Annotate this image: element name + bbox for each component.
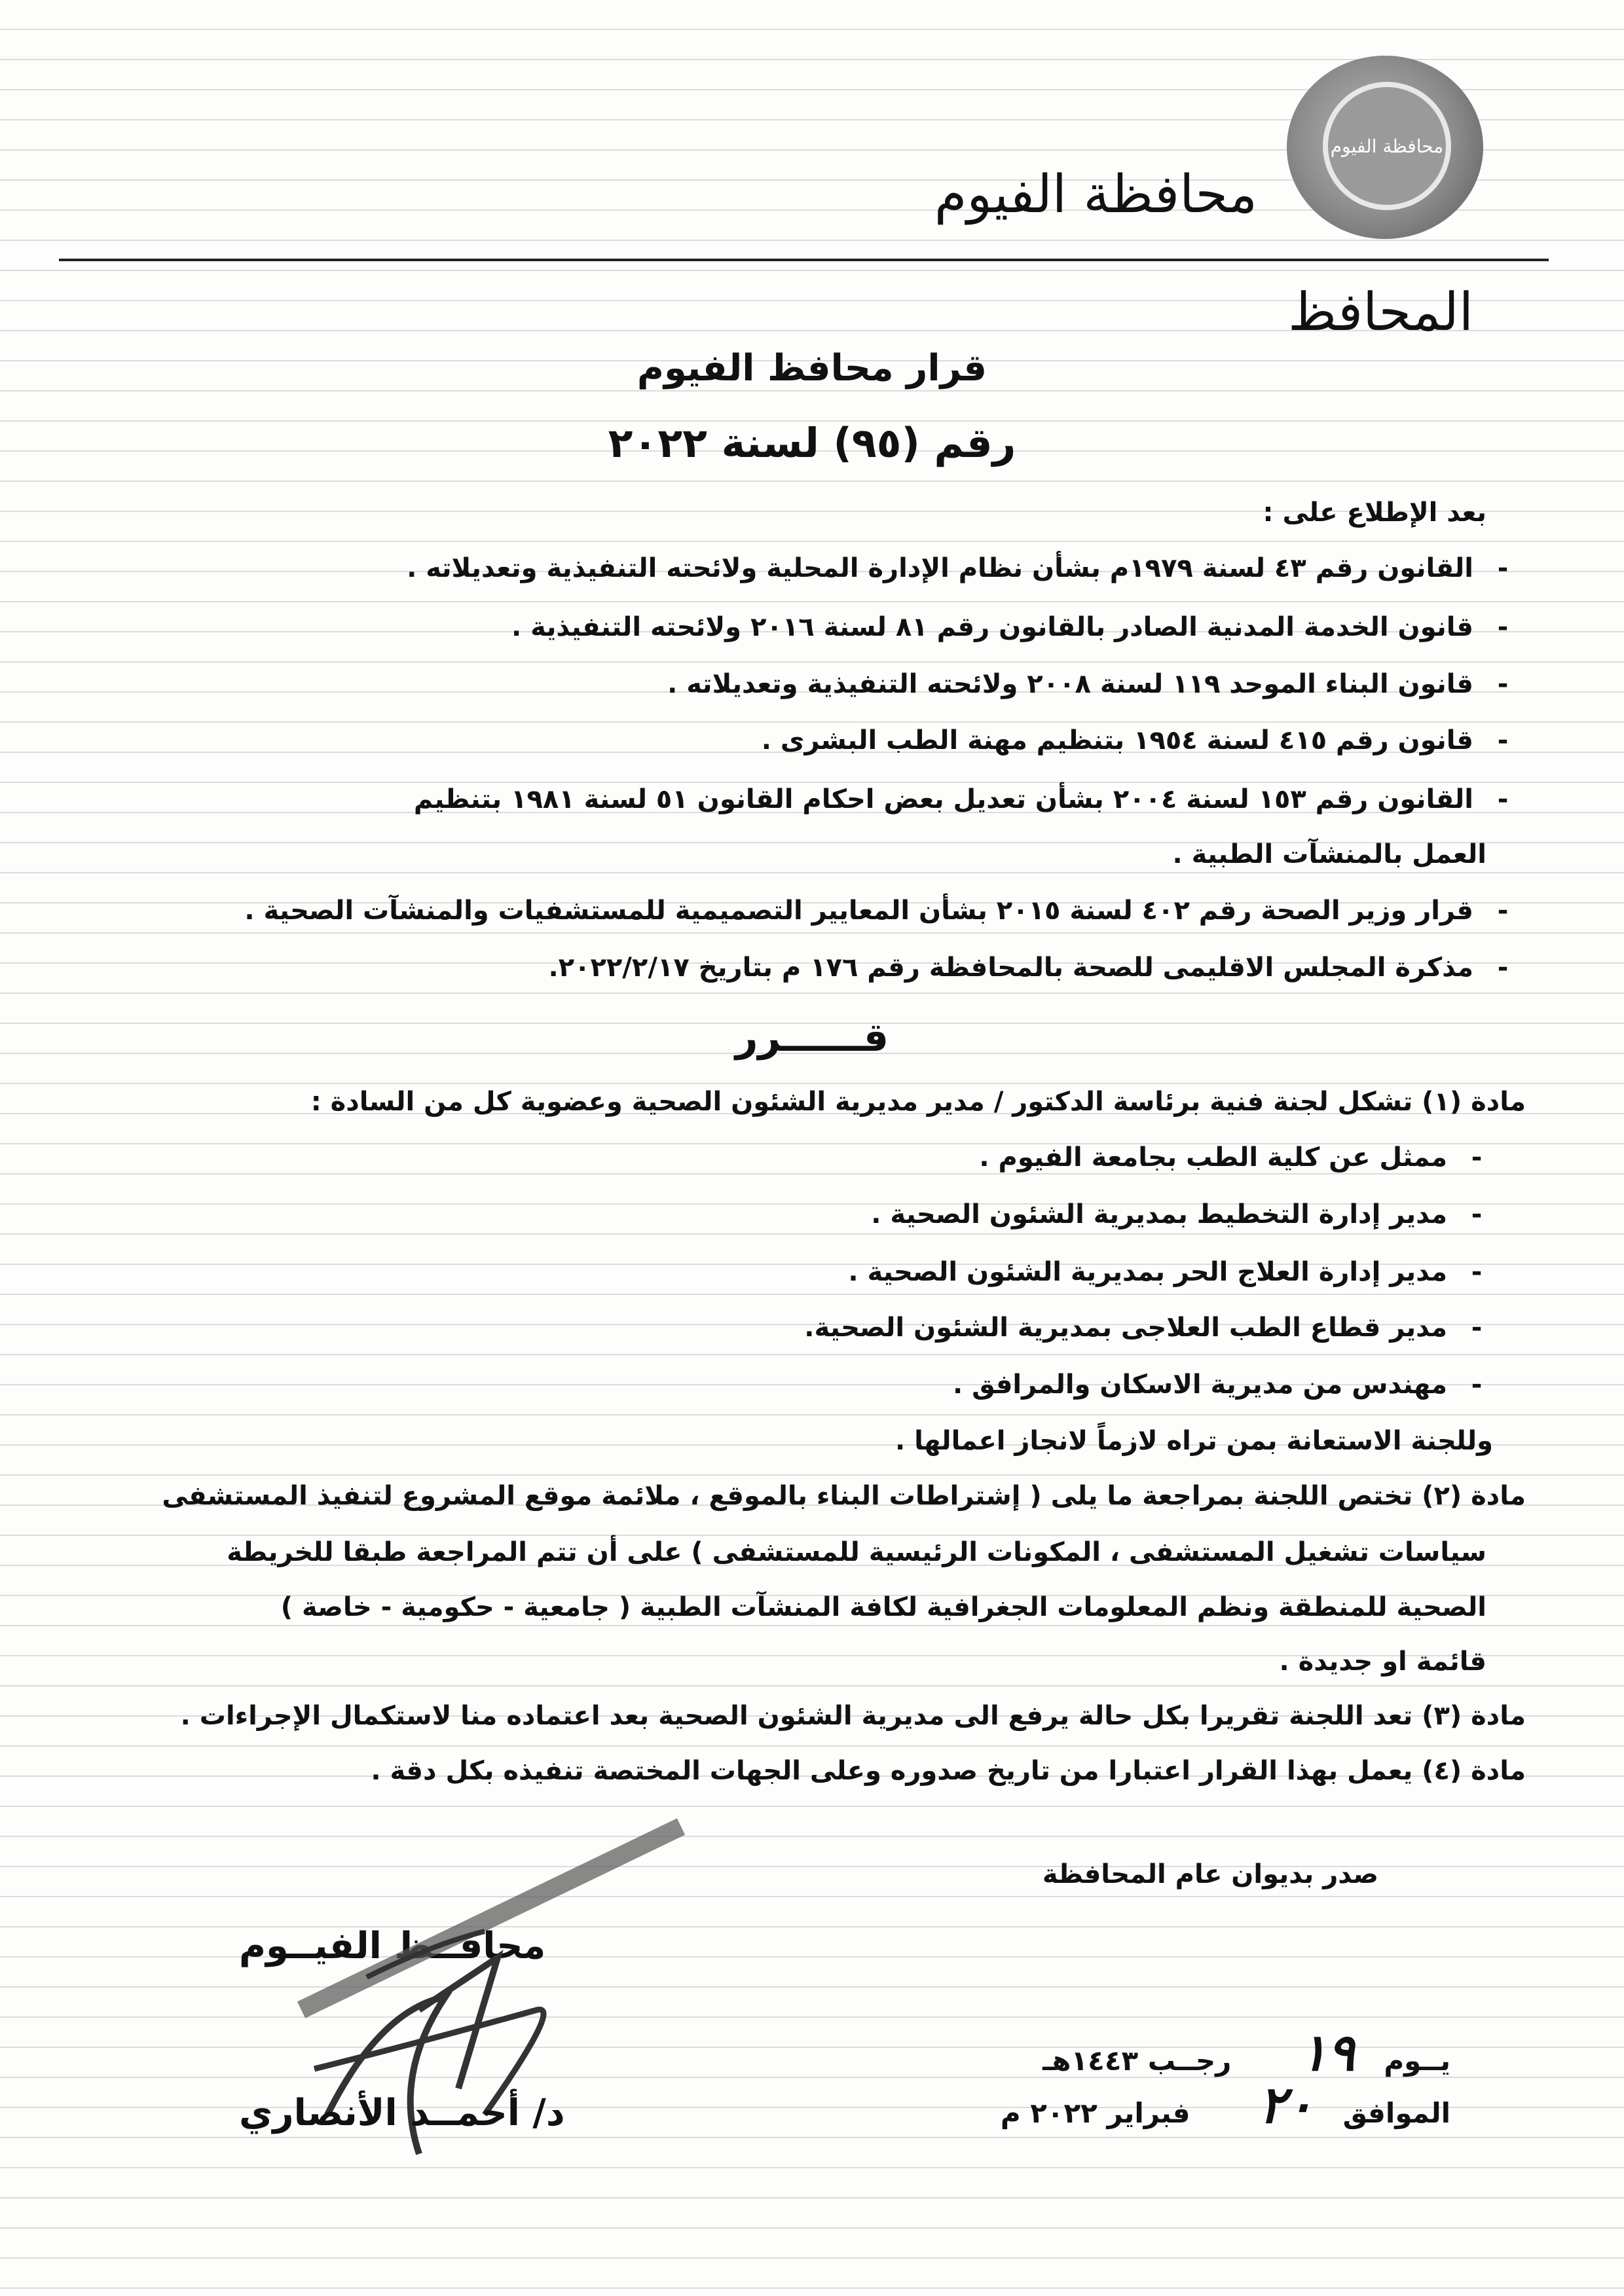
article-2-line: مادة (٢) تختص اللجنة بمراجعة ما يلى ( إشتراطات البناء بالموقع ، ملائمة موقع المشروع لتنفيذ المستشفى: [162, 1481, 1526, 1511]
gregorian-day: ٢٠: [1259, 2075, 1314, 2135]
office-name: المحافظ: [1287, 282, 1473, 342]
article-4: مادة (٤) يعمل بهذا القرار اعتبارا من تاريخ صدوره وعلى الجهات المختصة تنفيذه بكل دقة .: [371, 1756, 1526, 1786]
seal-emblem: [1323, 82, 1451, 210]
article-1: مادة (١) تشكل لجنة فنية برئاسة الدكتور / مدير مديرية الشئون الصحية وعضوية كل من السادة :: [310, 1087, 1526, 1117]
signatory-title: محافــظ الفيــوم: [239, 1925, 546, 1967]
preamble-item-continuation: العمل بالمنشآت الطبية .: [1172, 839, 1486, 869]
preamble-item: -القانون رقم ١٥٣ لسنة ٢٠٠٤ بشأن تعديل بعض احكام القانون ٥١ لسنة ١٩٨١ بتنظيم: [413, 784, 1509, 814]
hijri-date-row: [1043, 2023, 1450, 2083]
preamble-item: -قانون البناء الموحد ١١٩ لسنة ٢٠٠٨ ولائحته التنفيذية وتعديلاته .: [667, 669, 1509, 699]
decision-number: رقم (٩٥) لسنة ٢٠٢٢: [608, 419, 1016, 467]
preamble-item: -القانون رقم ٤٣ لسنة ١٩٧٩م بشأن نظام الإدارة المحلية ولائحته التنفيذية وتعديلاته .: [407, 553, 1509, 583]
preamble-intro: بعد الإطلاع على :: [1263, 498, 1486, 528]
member-item: -مدير إدارة العلاج الحر بمديرية الشئون الصحية .: [848, 1257, 1483, 1287]
article-2-line: سياسات تشغيل المستشفى ، المكونات الرئيسية للمستشفى ) على أن تتم المراجعة طبقا للخريطة: [227, 1537, 1486, 1567]
preamble-item: -قرار وزير الصحة رقم ٤٠٢ لسنة ٢٠١٥ بشأن المعايير التصميمية للمستشفيات والمنشآت الصحية .: [244, 896, 1509, 926]
article-2-line: قائمة او جديدة .: [1279, 1647, 1486, 1677]
governorate-name: محافظة الفيوم: [934, 164, 1257, 225]
header-divider: [59, 259, 1549, 261]
preamble-item: -قانون الخدمة المدنية الصادر بالقانون رقم ٨١ لسنة ٢٠١٦ ولائحته التنفيذية .: [511, 612, 1509, 642]
gregorian-date: فبراير ٢٠٢٢ م: [1000, 2097, 1190, 2129]
member-item: -مدير إدارة التخطيط بمديرية الشئون الصحية .: [871, 1199, 1483, 1230]
preamble-item: -مذكرة المجلس الاقليمى للصحة بالمحافظة رقم ١٧٦ م بتاريخ ٢٠٢٢/٢/١٧.: [548, 953, 1509, 983]
preamble-item: -قانون رقم ٤١٥ لسنة ١٩٥٤ بتنظيم مهنة الطب البشرى .: [761, 725, 1509, 756]
gregorian-date-row: [1001, 2075, 1450, 2135]
article-2-line: الصحية للمنطقة ونظم المعلومات الجغرافية لكافة المنشآت الطبية ( جامعية - حكومية - خاصة ): [280, 1592, 1486, 1622]
member-item: -ممثل عن كلية الطب بجامعة الفيوم .: [979, 1142, 1483, 1173]
decision-title: قرار محافظ الفيوم: [637, 347, 987, 390]
member-item: -مدير قطاع الطب العلاجى بمديرية الشئون الصحية.: [804, 1313, 1483, 1343]
committee-assist: وللجنة الاستعانة بمن تراه لازماً لانجاز اعمالها .: [895, 1426, 1493, 1456]
article-3: مادة (٣) تعد اللجنة تقريرا بكل حالة يرفع الى مديرية الشئون الصحية بعد اعتماده منا لاستكمال الإجراءات .: [180, 1701, 1526, 1731]
governorate-seal: [1287, 56, 1483, 239]
day-label: يــوم: [1384, 2045, 1450, 2077]
day-value: ١٩: [1299, 2023, 1355, 2083]
issued-at: صدر بديوان عام المحافظة: [1042, 1859, 1378, 1889]
hijri-date: رجــب ١٤٤٣هـ: [1043, 2045, 1232, 2077]
member-item: -مهندس من مديرية الاسكان والمرافق .: [953, 1370, 1483, 1400]
handwritten-signature: [288, 1813, 694, 2219]
seal-text: محافظة الفيوم: [1330, 135, 1444, 157]
decides-heading: قــــــرر: [735, 1015, 889, 1061]
signatory-name: د/ أحمــد الأنصاري: [239, 2092, 565, 2134]
corresponding-label: الموافق: [1342, 2097, 1450, 2129]
